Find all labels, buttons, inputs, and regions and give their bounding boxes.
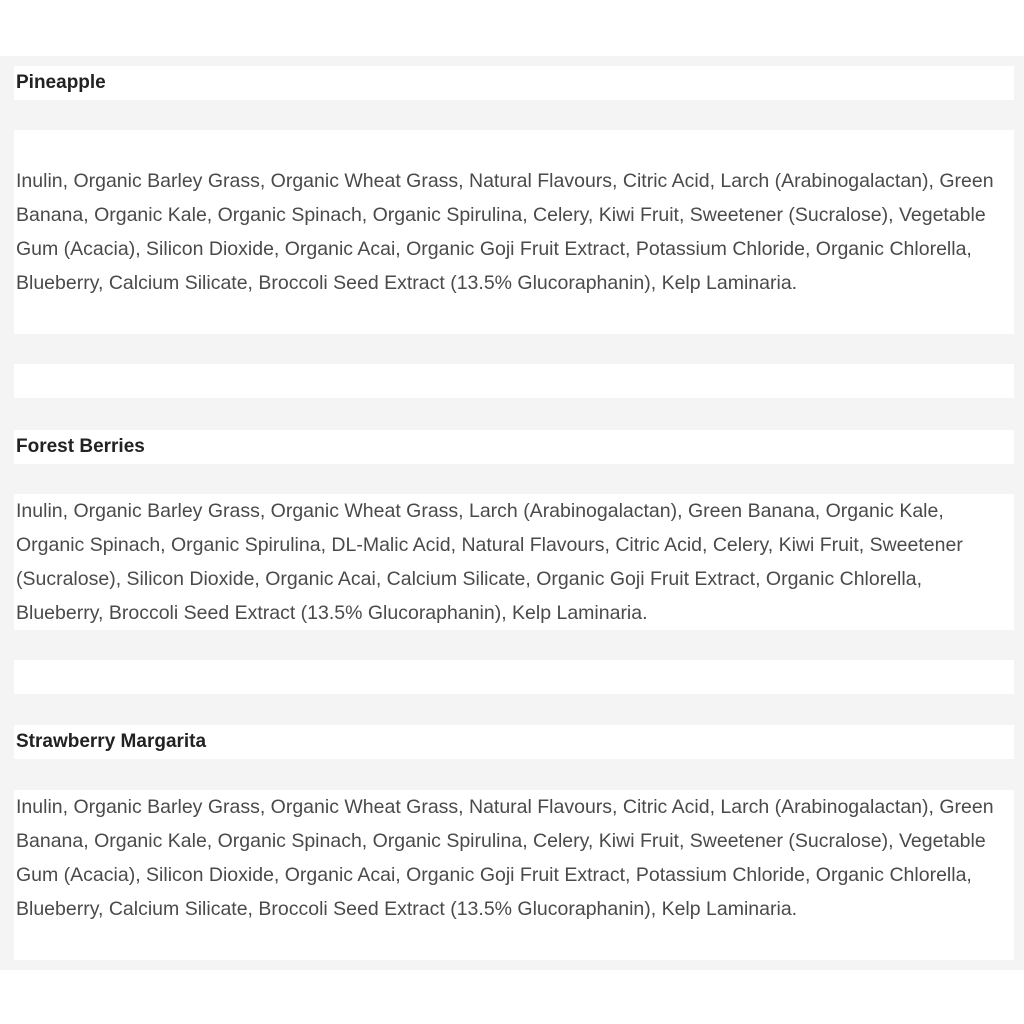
section-body-block (14, 790, 1014, 960)
ingredients-text: Inulin, Organic Barley Grass, Organic Wheat Grass, Natural Flavours, Citric Acid, Larch (Arabinogalactan), Green Banana, Organic Kale, Organic Spinach, Organic Spirulina, Celery, Kiwi Fruit, Sweetener (Sucralose), Vegetable Gum (Acacia), Silicon Dioxide, Organic Acai, Organic Goji Fruit Extract, Potassium Chloride, Organic Chlorella, Blueberry, Calcium Silicate, Broccoli Seed Extract (13.5% Glucoraphanin), Kelp Laminaria. (16, 796, 994, 920)
section-title: Pineapple (16, 72, 106, 93)
section-heading-block (14, 725, 1014, 759)
section-heading-block (14, 430, 1014, 464)
spacer-row (14, 660, 1014, 694)
ingredients-text: Inulin, Organic Barley Grass, Organic Wheat Grass, Natural Flavours, Citric Acid, Larch (Arabinogalactan), Green Banana, Organic Kale, Organic Spinach, Organic Spirulina, Celery, Kiwi Fruit, Sweetener (Sucralose), Vegetable Gum (Acacia), Silicon Dioxide, Organic Acai, Organic Goji Fruit Extract, Potassium Chloride, Organic Chlorella, Blueberry, Calcium Silicate, Broccoli Seed Extract (13.5% Glucoraphanin), Kelp Laminaria. (16, 170, 994, 294)
section-title: Strawberry Margarita (16, 731, 207, 752)
ingredients-text: Inulin, Organic Barley Grass, Organic Wheat Grass, Larch (Arabinogalactan), Green Banana, Organic Kale, Organic Spinach, Organic Spirulina, DL-Malic Acid, Natural Flavours, Citric Acid, Celery, Kiwi Fruit, Sweetener (Sucralose), Silicon Dioxide, Organic Acai, Calcium Silicate, Organic Goji Fruit Extract, Organic Chlorella, Blueberry, Broccoli Seed Extract (13.5% Glucoraphanin), Kelp Laminaria. (16, 500, 963, 624)
section-body-block (14, 494, 1014, 630)
spacer-row (14, 364, 1014, 398)
section-heading-block (14, 66, 1014, 100)
section-title: Forest Berries (16, 436, 145, 457)
section-body-block (14, 130, 1014, 334)
